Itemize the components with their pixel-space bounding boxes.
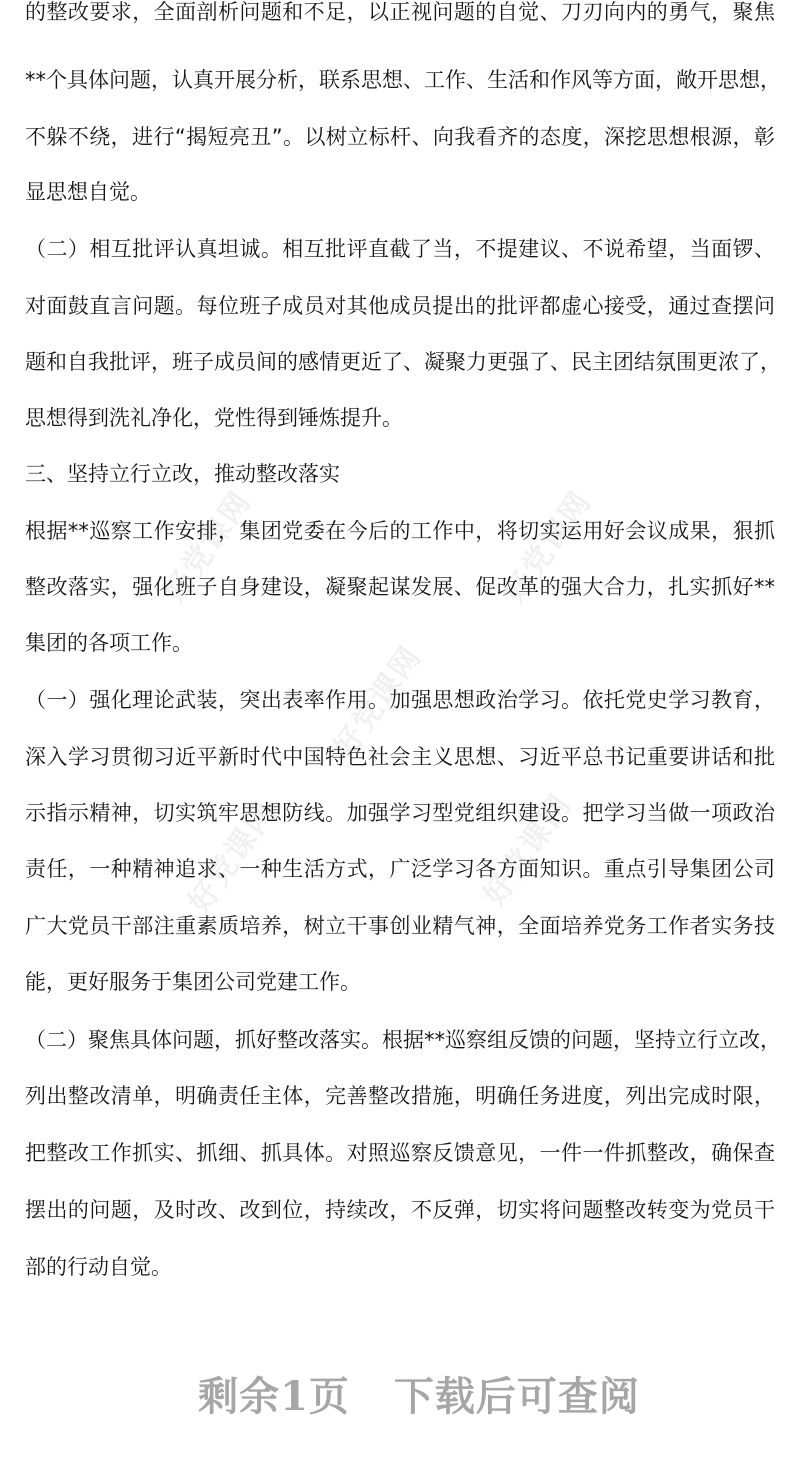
section-item-heading: （二）相互批评认真坦诚。相互批评直截了当，不提建议、不说希望，当面锣、: [25, 237, 775, 261]
text-line: 把整改工作抓实、抓细、抓具体。对照巡察反馈意见，一件一件抓整改，确保查: [25, 1141, 775, 1165]
text-line: 对面鼓直言问题。每位班子成员对其他成员提出的批评都虚心接受，通过查摆问: [25, 294, 775, 318]
text-line: 题和自我批评，班子成员间的感情更近了、凝聚力更强了、民主团结氛围更浓了，: [25, 350, 781, 374]
text-line: 深入学习贯彻习近平新时代中国特色社会主义思想、习近平总书记重要讲话和批: [25, 745, 775, 769]
text-line: 思想得到洗礼净化，党性得到锤炼提升。: [25, 406, 403, 430]
text-line: 广大党员干部注重素质培养，树立干事创业精气神，全面培养党务工作者实务技: [25, 914, 775, 938]
text-line: 的整改要求，全面剖析问题和不足，以正视问题的自觉、刀刃向内的勇气，聚焦: [25, 0, 775, 24]
remaining-pages-label: 剩余1页: [198, 1373, 350, 1420]
download-hint-label: 下载后可查阅: [393, 1373, 640, 1420]
text-line: 显思想自觉。: [25, 180, 151, 204]
text-line: **个具体问题，认真开展分析，联系思想、工作、生活和作风等方面，敞开思想，: [25, 68, 781, 92]
text-line: 能，更好服务于集团公司党建工作。: [25, 970, 361, 994]
section-item-heading: （二）聚焦具体问题，抓好整改落实。根据**巡察组反馈的问题，坚持立行立改，: [25, 1028, 781, 1052]
text-line: 列出整改清单，明确责任主体，完善整改措施，明确任务进度，列出完成时限，: [25, 1084, 775, 1108]
text-line: 根据**巡察工作安排，集团党委在今后的工作中，将切实运用好会议成果，狠抓: [25, 519, 775, 543]
text-line: 不躲不绕，进行“揭短亮丑”。以树立标杆、向我看齐的态度，深挖思想根源，彰: [25, 125, 775, 149]
section-heading: 三、坚持立行立改，推动整改落实: [25, 462, 340, 486]
text-line: 部的行动自觉。: [25, 1255, 172, 1279]
watermark-text: 好党课网: [156, 484, 259, 610]
text-line: 责任，一种精神追求、一种生活方式，广泛学习各方面知识。重点引导集团公司: [25, 857, 775, 881]
text-line: 集团的各项工作。: [25, 631, 193, 655]
text-line: 示指示精神，切实筑牢思想防线。加强学习型党组织建设。把学习当做一项政治: [25, 801, 775, 825]
watermark-text: 好党课网: [496, 484, 599, 610]
watermark-text: 好党课网: [181, 794, 284, 920]
watermark-text: 好党课网: [326, 639, 429, 765]
text-line: 摆出的问题，及时改、改到位，持续改，不反弹，切实将问题整改转变为党员干: [25, 1198, 775, 1222]
section-item-heading: （一）强化理论武装，突出表率作用。加强思想政治学习。依托党史学习教育，: [25, 688, 775, 712]
watermark-text: 好党课网: [476, 787, 579, 913]
download-notice[interactable]: [0, 1370, 800, 1424]
text-line: 整改落实，强化班子自身建设，凝聚起谋发展、促改革的强大合力，扎实抓好**: [25, 575, 775, 599]
